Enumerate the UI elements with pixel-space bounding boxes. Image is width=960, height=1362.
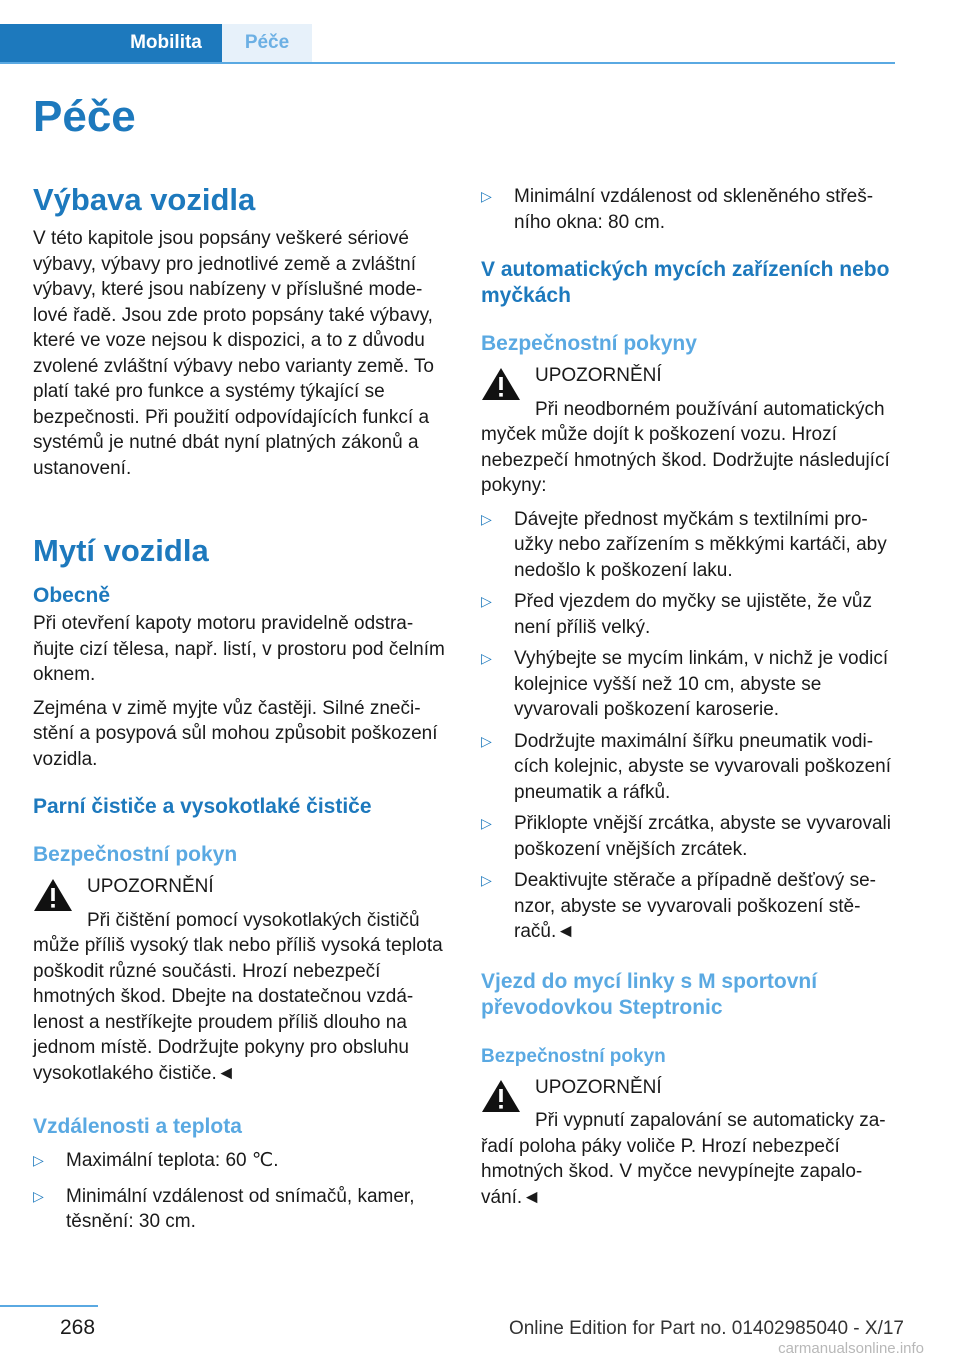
chapter-tabs xyxy=(0,24,895,64)
warning-text: Při čištění pomocí vysokotlakých čističů může příliš vysoký tlak nebo příliš vysoká teplota poškodit různé součásti. Hrozí nebezpečí hmotných škod. Dbejte na dostatečnou vzdálenost a nestříkejte proudem příliš dlouho na jednom místě. Dodržujte pokyny pro obsluhu vysokotlakého čističe.◄ xyxy=(33,909,443,1084)
watermark: carmanualsonline.info xyxy=(778,1340,924,1357)
edition-text: Online Edition for Part no. 01402985040 - X/17 xyxy=(508,1318,904,1339)
tab-mobilita-label: Mobilita xyxy=(130,32,202,53)
right-column xyxy=(481,184,894,1210)
warning-triangle-icon xyxy=(481,367,521,401)
triangle-bullet-icon: ▷ xyxy=(481,593,492,609)
list-item: ▷ Vyhýbejte se mycím linkám, v nichž je vodicí kolejnice vyšší než 10 cm, abyste se vyvarovali poškození karoserie. xyxy=(481,648,889,720)
list-item: ▷ Před vjezdem do myčky se ujistěte, že vůz není příliš velký. xyxy=(481,591,872,638)
subsubsection-bezpecnostni-pokyn: Bezpečnostní pokyn xyxy=(481,1045,666,1067)
warning-triangle-icon xyxy=(481,1079,521,1113)
subsection-obecne: Obecně xyxy=(33,584,111,607)
warning-triangle-icon xyxy=(33,878,73,912)
bullet-list-myci xyxy=(481,507,894,945)
triangle-bullet-icon: ▷ xyxy=(481,188,492,204)
warning-label: UPOZORNĚNÍ xyxy=(535,365,662,386)
triangle-bullet-icon: ▷ xyxy=(481,510,492,527)
warning-block xyxy=(33,874,446,1086)
warning-text: Při neodborném používání automatických myček může dojít k poškození vozu. Hrozí nebezpečí hmotných škod. Dodržujte následující pokyny: xyxy=(481,398,890,496)
triangle-bullet-icon: ▷ xyxy=(481,872,492,888)
warning-label: UPOZORNĚNÍ xyxy=(535,1076,662,1098)
paragraph-obecne-1: Při otevření kapoty motoru pravidelně odstraňujte cizí tělesa, např. listí, v prostoru pod čelním oknem. xyxy=(33,613,445,685)
triangle-bullet-icon: ▷ xyxy=(481,732,492,749)
bullet-list-vzdalenosti-continued xyxy=(481,184,894,235)
subsubsection-vzdalenosti: Vzdálenosti a teplota xyxy=(33,1115,242,1138)
left-column xyxy=(33,180,446,1235)
warning-block xyxy=(481,1075,894,1211)
list-item: ▷ Dávejte přednost myčkám s textilními proužky nebo zařízením s měkkými kartáči, aby nedošlo k poškození laku. xyxy=(481,508,887,581)
list-item: ▷ Maximální teplota: 60 ℃. xyxy=(33,1148,446,1174)
tab-pece-label: Péče xyxy=(244,32,290,53)
list-item: ▷ Minimální vzdálenost od snímačů, kamer, těsnění: 30 cm. xyxy=(33,1185,415,1232)
list-item: ▷ Deaktivujte stěrače a případně dešťový senzor, abyste se vyvarovali poškození stěračů.◄ xyxy=(481,870,876,942)
triangle-bullet-icon: ▷ xyxy=(481,650,492,666)
list-item: ▷ Minimální vzdálenost od skleněného střešního okna: 80 cm. xyxy=(481,186,874,233)
section-title-vybava: Výbava vozidla xyxy=(33,182,256,217)
subsection-automaticke-myci: V automatických mycích zařízeních nebo myčkách xyxy=(481,258,890,307)
tab-mobilita[interactable] xyxy=(0,24,222,62)
subsection-parni-cistice: Parní čističe a vysokotlaké čističe xyxy=(33,795,372,818)
list-item: ▷ Dodržujte maximální šířku pneumatik vodicích kolejnic, abyste se vyvarovali poškození pneumatik a ráfků. xyxy=(481,730,892,803)
list-item: ▷ Přiklopte vnější zrcátka, abyste se vyvarovali poškození vnějších zrcátek. xyxy=(481,813,891,860)
section-title-myti: Mytí vozidla xyxy=(33,533,209,568)
paragraph-vybava: V této kapitole jsou popsány veškeré sériové výbavy, výbavy pro jednotlivé země a zvláštní výbavy, které jsou nabízeny v příslušné modelové řadě. Jsou zde proto popsány také výbavy, které ve voze nejsou k dispozici, a to z důvodu zvolené zvláštní výbavy nebo varianty země. To platí také pro funkce a systémy týkající se bezpečnosti. Při použití odpovídajících funkcí a systémů je nutné dbát nyní platných zákonů a ustanovení. xyxy=(33,228,434,479)
tab-pece[interactable] xyxy=(222,24,312,62)
page-title: Péče xyxy=(33,92,136,141)
page-number: 268 xyxy=(60,1316,96,1339)
triangle-bullet-icon: ▷ xyxy=(33,1187,44,1204)
bullet-list-vzdalenosti xyxy=(33,1148,446,1235)
triangle-bullet-icon: ▷ xyxy=(481,815,492,831)
warning-block xyxy=(481,363,894,499)
subsubsection-bezpecnostni-pokyn: Bezpečnostní pokyn xyxy=(33,843,238,866)
warning-label: UPOZORNĚNÍ xyxy=(87,876,214,897)
subsubsection-bezpecnostni-pokyny: Bezpečnostní pokyny xyxy=(481,332,697,355)
footer-divider xyxy=(0,1305,98,1307)
paragraph-obecne-2: Zejména v zimě myjte vůz častěji. Silné znečistění a posypová sůl mohou způsobit poškození vozidla. xyxy=(33,697,438,770)
warning-text: Při vypnutí zapalování se automaticky zařadí poloha páky voliče P. Hrozí nebezpečí hmotných škod. V myčce nevypínejte zapalování.◄ xyxy=(481,1110,886,1208)
subsubsection-vjezd-steptronic: Vjezd do mycí linky s M sportovní převodovkou Steptronic xyxy=(481,969,818,1019)
triangle-bullet-icon: ▷ xyxy=(33,1152,44,1168)
